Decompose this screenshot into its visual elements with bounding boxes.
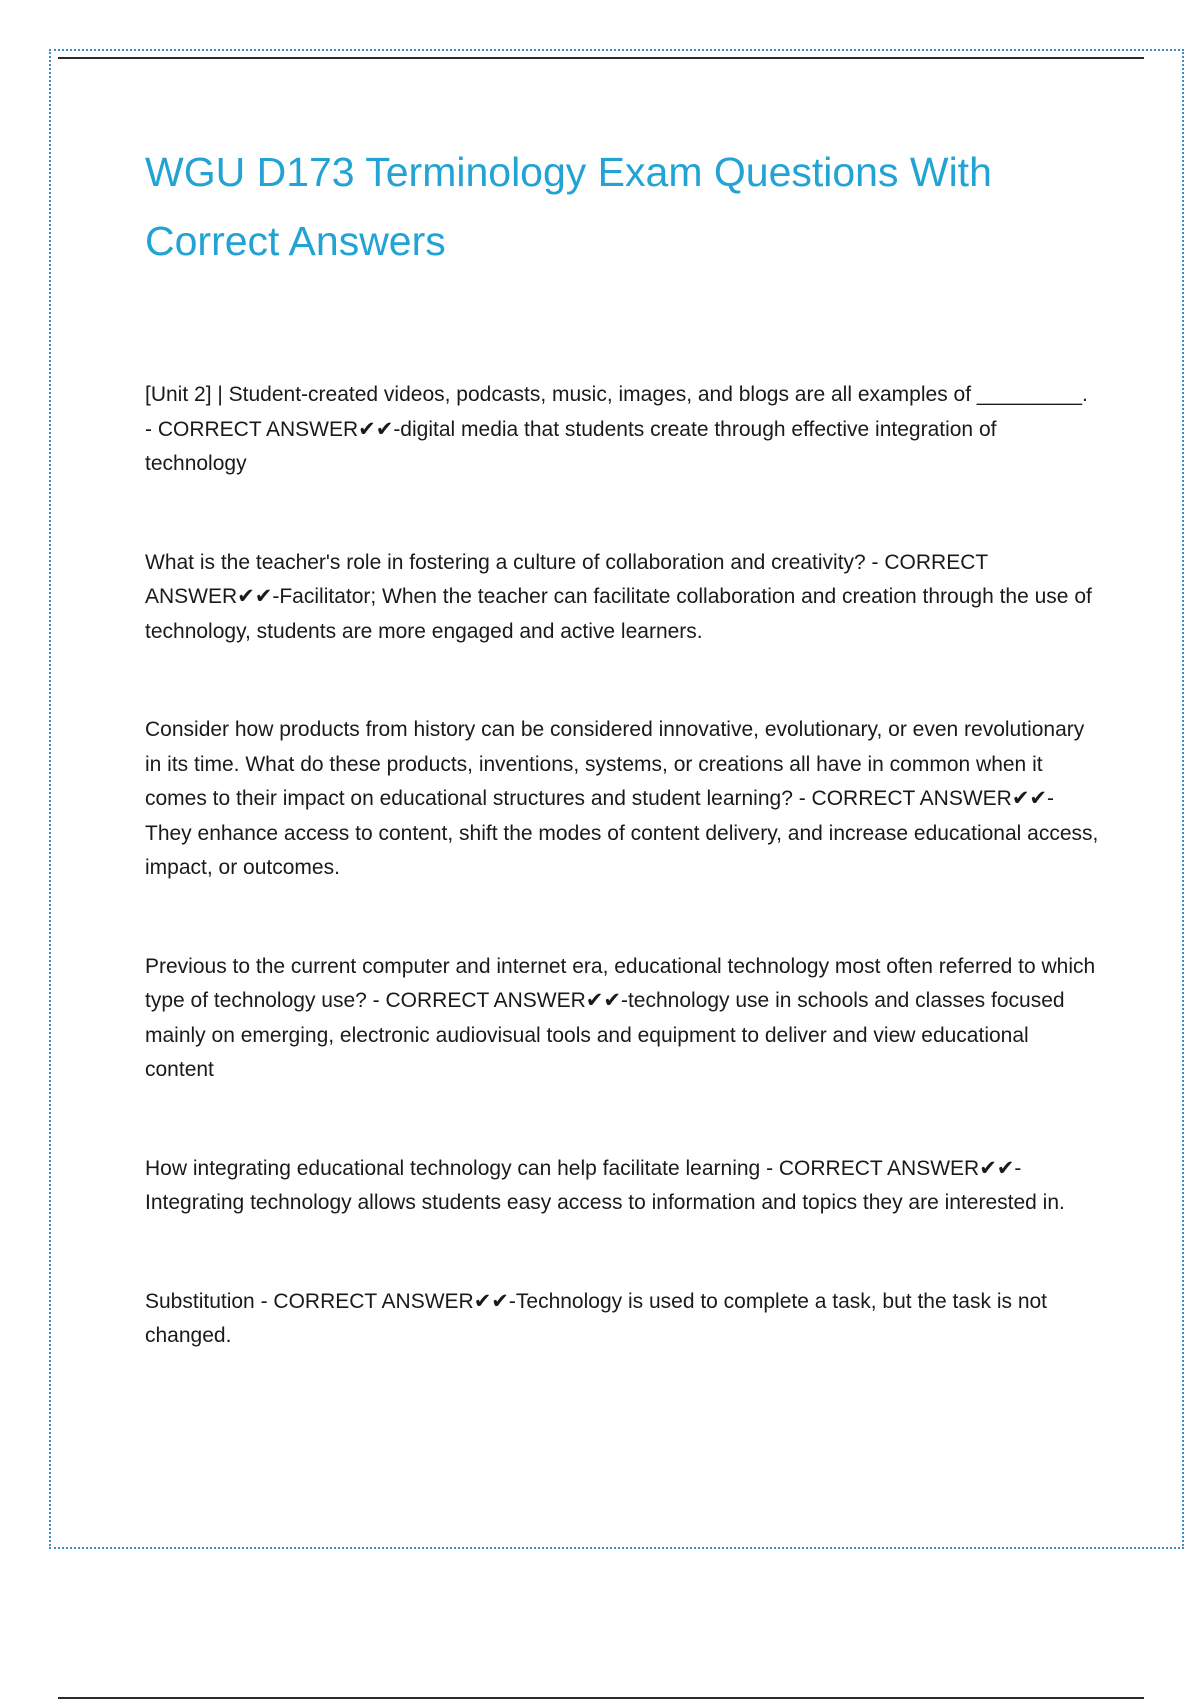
footer-rule: [58, 1697, 1144, 1699]
qa-item: Consider how products from history can be considered innovative, evolutionary, or even revolutionary in its time. What do these products, inventions, systems, or creations all have in common when it comes to their impact on educational structures and student learning? - CORRECT ANSWER✔✔-They enhance access to content, shift the modes of content delivery, and increase educational access, impact, or outcomes.: [145, 718, 1099, 879]
qa-item: [Unit 2] | Student-created videos, podcasts, music, images, and blogs are all examples of _________. - CORRECT ANSWER✔✔-digital media that students create through effective integration of technology: [145, 383, 1088, 475]
document-title: WGU D173 Terminology Exam Questions With Correct Answers: [145, 149, 992, 264]
qa-item: How integrating educational technology can help facilitate learning - CORRECT ANSWER✔✔-Integrating technology allows students easy access to information and topics they are interested in.: [145, 1156, 1065, 1214]
qa-item: Substitution - CORRECT ANSWER✔✔-Technology is used to complete a task, but the task is not changed.: [145, 1289, 1048, 1347]
qa-list: [145, 378, 1100, 1418]
qa-item: Previous to the current computer and internet era, educational technology most often referred to which type of technology use? - CORRECT ANSWER✔✔-technology use in schools and classes focused mainly on emerging, electronic audiovisual tools and equipment to deliver and view educational content: [145, 954, 1096, 1081]
qa-item: What is the teacher's role in fostering a culture of collaboration and creativity? - CORRECT ANSWER✔✔-Facilitator; When the teacher can facilitate collaboration and creation through the use of technology, students are more engaged and active learners.: [145, 550, 1092, 643]
